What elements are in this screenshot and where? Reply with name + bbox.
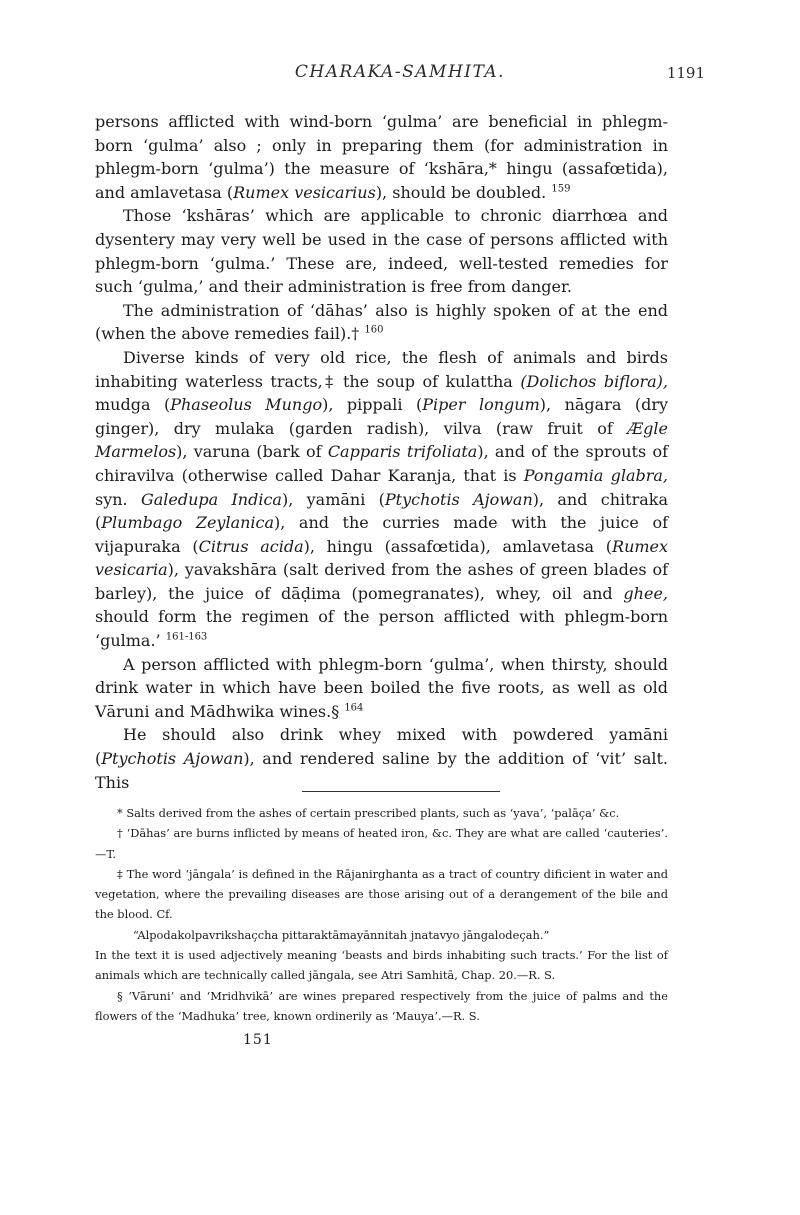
verse-ref: 164 — [344, 702, 364, 714]
footnote-jangala: ‡ The word ‘jāngala’ is defined in the Rājanirghanta as a tract of country dificient in water and vegetation, where the prevailing diseases are those arising out of a derangement of the bile and the blood. Cf. — [95, 866, 668, 922]
paragraph-1: persons afflicted with wind-born ‘gulma’ are beneficial in phlegm-born ‘gulma’ also ; only in preparing them (for administration in phlegm-born ‘gulma’) the measure of ‘kshāra,* hingu (assafœtida), and amlavetasa (Rumex vesicarius), should be doubled. $^{159}$ — [95, 112, 668, 202]
footnote-quote: “Alpodakolpavrikshaçcha pittaraktāmayānnitah jnatavyo jāngalodeçah.” — [133, 927, 550, 942]
paragraph-4: Diverse kinds of very old rice, the flesh of animals and birds inhabiting waterless tracts,‡ the soup of kulattha (Dolichos biflora), mudga (Phaseolus Mungo), pippali (Piper longum), nāgara (dry ginger), dry mulaka (garden radish), vilva (raw fruit of Ægle Marmelos), varuna (bark of Capparis trifoliata), and of the sprouts of chiravilva (otherwise called Dahar Karanja, that is Pongamia glabra, syn. Galedupa Indica), yamāni (Ptychotis Ajowan), and chitraka (Plumbago Zeylanica), and the curries made with the juice of vijapuraka (Citrus acida), hingu (assafœtida), amlavetasa (Rumex vesicaria), yavakshāra (salt derived from the ashes of green blades of barley), the juice of dāḍima (pomegranates), whey, oil and ghee, should form the regimen of the person afflicted with phlegm-born ‘gulma.’ $^{161-163}$ — [95, 347, 669, 651]
footnotes — [95, 803, 668, 1026]
signature-mark: 151 — [243, 1032, 273, 1048]
verse-ref: 161-163 — [165, 631, 208, 643]
footnote-jangala-cont: In the text it is used adjectively meaning ‘beasts and birds inhabiting such tracts.’ For the list of animals which are technically called jāngala, see Atri Samhitā, Chap. 20.—R. S. — [95, 948, 668, 983]
paragraph-5: A person afflicted with phlegm-born ‘gulma’, when thirsty, should drink water in which have been boiled the five roots, as well as old Vāruni and Mādhwika wines.§ $^{164}$ — [95, 654, 668, 721]
verse-ref: 159 — [551, 183, 571, 195]
footnote-divider — [302, 791, 500, 792]
running-title: CHARAKA-SAMHITA. — [294, 62, 506, 82]
footnote-salts: * Salts derived from the ashes of certain prescribed plants, such as ‘yava’, ‘palāça’ &c. — [117, 806, 620, 820]
footnote-dahas: † ‘Dāhas’ are burns inflicted by means of heated iron, &c. They are what are called ‘cauteries’.—T. — [95, 826, 668, 861]
main-text — [95, 110, 668, 794]
paragraph-2: Those ‘kshāras’ which are applicable to chronic diarrhœa and dysentery may very well be used in the case of persons afflicted with phlegm-born ‘gulma.’ These are, indeed, well-tested remedies for such ‘gulma,’ and their administration is free from danger. — [95, 206, 668, 297]
running-header — [95, 62, 705, 86]
verse-ref: 160 — [364, 325, 384, 337]
page-number: 1191 — [666, 64, 705, 82]
paragraph-3: The administration of ‘dāhas’ also is highly spoken of at the end (when the above remedies fail).† $^{160}$ — [95, 300, 668, 344]
footnote-wines: § ‘Vāruni’ and ‘Mridhvikā’ are wines prepared respectively from the juice of palms and the flowers of the ‘Madhuka’ tree, known ordinerily as ‘Mauya’.—R. S. — [95, 988, 668, 1023]
paragraph-6: He should also drink whey mixed with powdered yamāni (Ptychotis Ajowan), and rendered saline by the addition of ‘vit’ salt. This — [95, 725, 668, 792]
